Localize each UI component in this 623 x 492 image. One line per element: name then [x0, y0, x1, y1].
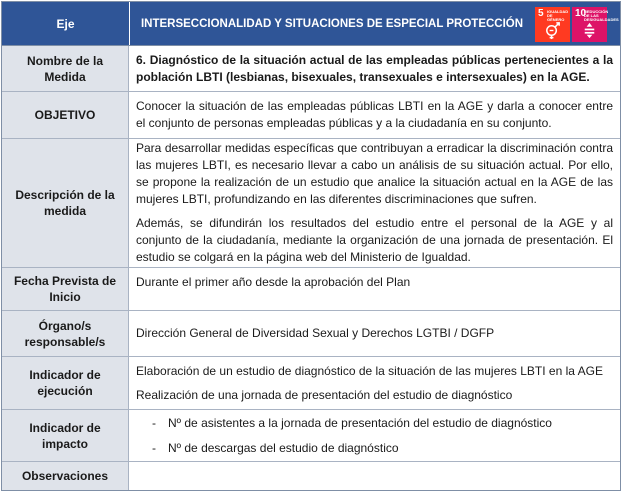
label-nombre-medida: Nombre de la Medida: [2, 46, 129, 91]
ejecucion-item: Realización de una jornada de presentación del estudio de diagnóstico: [136, 387, 513, 402]
axis-title: [130, 2, 620, 45]
objetivo-text: Conocer la situación de las empleadas públicas LBTI en la AGE y darla a conocer entre el conjunto de personas empleadas públicas y a la ciudadanía en su conjunto.: [136, 99, 613, 130]
sdg-5-badge: [535, 7, 570, 42]
nombre-medida-text: 6. Diagnóstico de la situación actual de las empleadas públicas pertenecientes a la población LBTI (lesbianas, bisexuales, transexuales e intersexuales) en la AGE.: [136, 52, 613, 84]
row-organo: [2, 311, 620, 357]
sdg-5-text: IGUALDAD DE GÉNERO: [547, 9, 569, 22]
label-organo: Órgano/s responsable/s: [2, 311, 129, 356]
descripcion-paragraph: Además, se difundirán los resultados del estudio entre el personal de la AGE y al conjunto de la ciudadanía, mediante la organización de una jornada de presentación. El estudio se colgará en la página web del Ministerio de Igualdad.: [136, 216, 613, 264]
label-fecha-inicio: Fecha Prevista de Inicio: [2, 268, 129, 310]
sdg-5-number: 5: [538, 8, 544, 19]
row-objetivo: [2, 92, 620, 139]
impacto-item: - Nº de asistentes a la jornada de presentación del estudio de diagnóstico: [152, 415, 613, 432]
row-indicador-ejecucion: [2, 357, 620, 410]
label-indicador-impacto: Indicador de impacto: [2, 410, 129, 461]
ejecucion-item: Elaboración de un estudio de diagnóstico de la situación de las mujeres LBTI en la AGE: [136, 363, 603, 378]
row-nombre-medida: [2, 46, 620, 92]
row-observaciones: [2, 462, 620, 490]
organo-text: Dirección General de Diversidad Sexual y Derechos LGTBI / DGFP: [136, 326, 495, 340]
fecha-inicio-text: Durante el primer año desde la aprobación del Plan: [136, 275, 411, 289]
value-indicador-impacto: [129, 410, 620, 461]
value-organo: [129, 311, 620, 356]
sdg-10-text: REDUCCIÓN DE LAS DESIGUALDADES: [584, 9, 619, 22]
label-objetivo: OBJETIVO: [2, 92, 129, 138]
gender-equality-icon: [543, 21, 562, 40]
sdg-10-badge: [572, 7, 619, 42]
value-nombre-medida: [129, 46, 620, 91]
label-indicador-ejecucion: Indicador de ejecución: [2, 357, 129, 409]
value-descripcion: [129, 139, 620, 267]
axis-title-text: INTERSECCIONALIDAD Y SITUACIONES DE ESPECIAL PROTECCIÓN: [140, 17, 524, 30]
value-indicador-ejecucion: [129, 357, 620, 409]
row-indicador-impacto: [2, 410, 620, 462]
sdg-10-number: 10: [575, 8, 587, 19]
impacto-list: [136, 415, 613, 457]
reduced-inequalities-icon: [580, 21, 599, 40]
value-observaciones: [129, 462, 620, 490]
table-header-row: [2, 2, 620, 46]
descripcion-paragraph: Para desarrollar medidas específicas que contribuyan a erradicar la discriminación contra las mujeres LBTI, es necesario llevar a cabo un análisis de su situación actual. Por ello, se propone la realización de un estudio que analice la situación actual en la AGE de las mujeres LBTI, profundizando en las diferentes discriminaciones que sufren.: [136, 141, 613, 206]
label-descripcion: Descripción de la medida: [2, 139, 129, 267]
impacto-item: - Nº de descargas del estudio de diagnóstico: [152, 440, 613, 457]
value-fecha-inicio: [129, 268, 620, 310]
value-objetivo: [129, 92, 620, 138]
eje-label: Eje: [2, 2, 130, 45]
measure-table: [1, 1, 621, 491]
row-descripcion: [2, 139, 620, 268]
row-fecha-inicio: [2, 268, 620, 311]
label-observaciones: Observaciones: [2, 462, 129, 490]
